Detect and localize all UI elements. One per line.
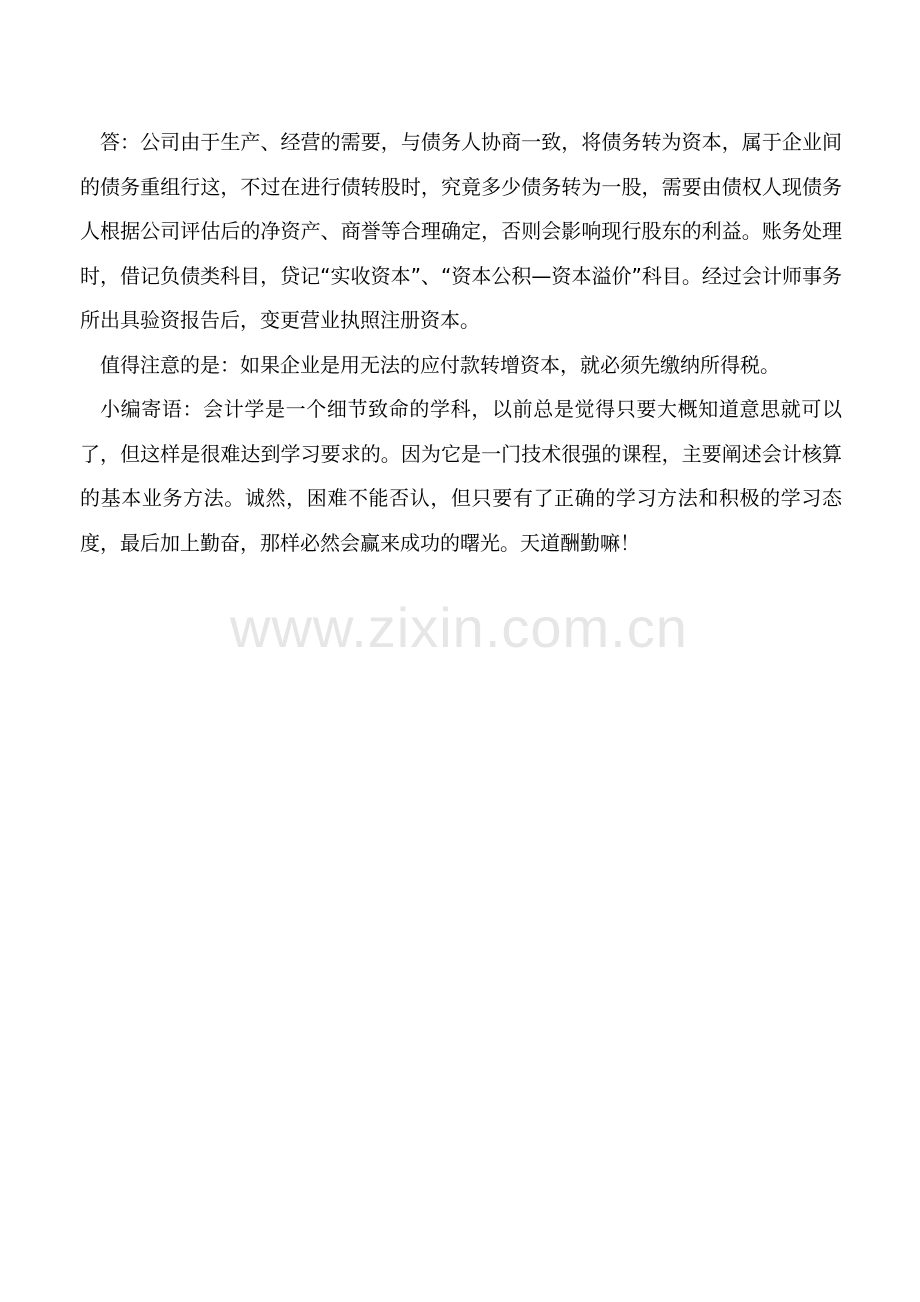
document-body	[80, 120, 842, 565]
watermark: www.zixin.com.cn	[230, 596, 688, 659]
paragraph-editor-message: 小编寄语：会计学是一个细节致命的学科，以前总是觉得只要大概知道意思就可以了，但这样是很难达到学习要求的。因为它是一门技术很强的课程，主要阐述会计核算的基本业务方法。诚然，困难不能否认，但只要有了正确的学习方法和积极的学习态度，最后加上勤奋，那样必然会赢来成功的曙光。天道酬勤嘛！	[80, 397, 842, 555]
paragraph-answer: 答：公司由于生产、经营的需要，与债务人协商一致，将债务转为资本，属于企业间的债务重组行这，不过在进行债转股时，究竟多少债务转为一股，需要由债权人现债务人根据公司评估后的净资产、商誉等合理确定，否则会影响现行股东的利益。账务处理时，借记负债类科目，贷记“实收资本”、“资本公积—资本溢价”科目。经过会计师事务所出具验资报告后，变更营业执照注册资本。	[80, 130, 842, 332]
paragraph-note: 值得注意的是：如果企业是用无法的应付款转增资本，就必须先缴纳所得税。	[100, 352, 780, 377]
